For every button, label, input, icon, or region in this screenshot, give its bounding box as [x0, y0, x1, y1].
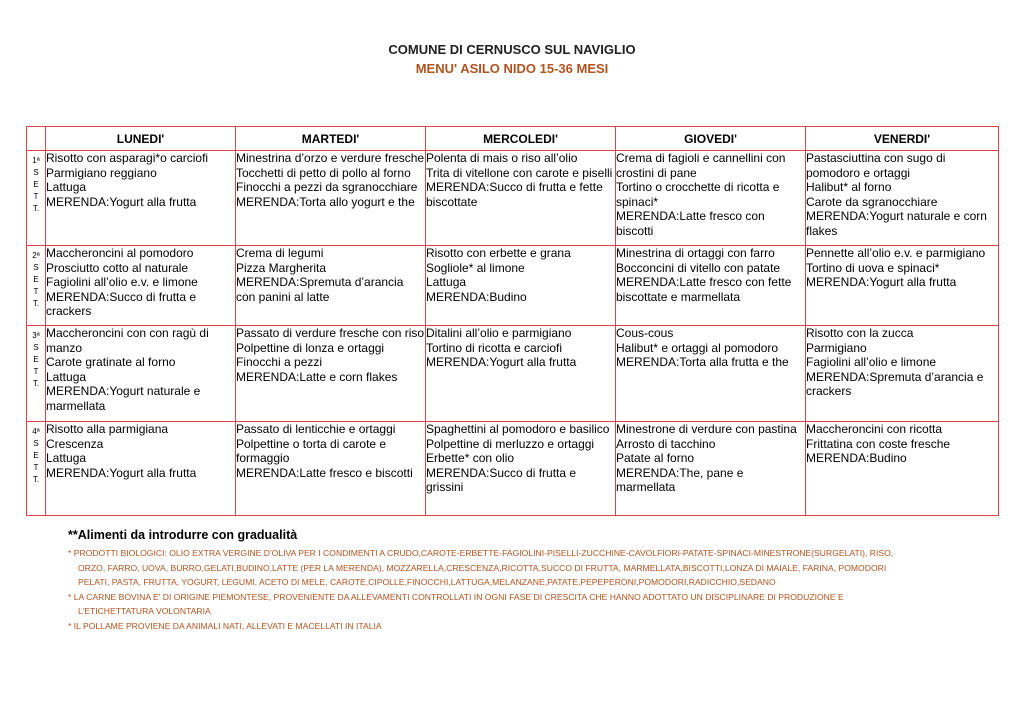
- header-row: [27, 127, 999, 151]
- dish-item: Tortino o crocchette di ricotta e spinaci*: [616, 180, 780, 209]
- dish-item: Passato di lenticchie e ortaggi: [236, 422, 396, 436]
- dish-item: Erbette* con olio: [426, 451, 515, 466]
- week-label: [27, 151, 46, 246]
- dish-item: Carote da sgranocchiare: [806, 194, 938, 209]
- menu-cell-tuesday: [236, 326, 426, 422]
- column-header-monday: LUNEDI': [46, 127, 236, 151]
- week-label-char: 2ª: [32, 251, 40, 260]
- dish-item: Ditalini all’olio e parmigiano: [426, 326, 572, 340]
- dish-item: MERENDA:Yogurt alla frutta: [46, 465, 197, 480]
- dish-item: MERENDA:Latte fresco con biscotti: [616, 209, 765, 238]
- dish-item: MERENDA:Yogurt naturale e corn flakes: [806, 209, 987, 238]
- menu-cell-friday: [806, 326, 999, 422]
- week-label-char: S: [33, 343, 39, 352]
- week-label-char: T: [33, 367, 39, 376]
- menu-cell-friday: [806, 151, 999, 246]
- note-line: PELATI, PASTA, FRUTTA, YOGURT, LEGUMI, ACETO DI MELE, CAROTE,CIPOLLE,FINOCCHI,LATTUGA,MELANZANE,PATATE,PEPEPERONI,POMODORI,RADICCHIO,SEDANO: [78, 577, 776, 588]
- dish-item: Fagiolini all’olio e.v. e limone: [46, 275, 198, 290]
- dish-item: Fagiolini all’olio e limone: [806, 355, 937, 370]
- dish-item: Arrosto di tacchino: [616, 436, 716, 451]
- week-label-char: E: [33, 275, 39, 284]
- dish-item: Patate al forno: [616, 451, 695, 466]
- dish-item: MERENDA:Yogurt alla frutta: [46, 194, 197, 209]
- week-label: [27, 246, 46, 326]
- week-label: [27, 422, 46, 516]
- dish-item: Polpettine di lonza e ortaggi: [236, 340, 385, 355]
- menu-table: [26, 126, 999, 516]
- notes-section: [68, 528, 968, 634]
- dish-item: Parmigiano: [806, 340, 867, 355]
- dish-item: Polpettine di merluzzo e ortaggi: [426, 436, 595, 451]
- notes-lines: [68, 546, 968, 634]
- dish-item: MERENDA:Torta allo yogurt e the: [236, 194, 415, 209]
- week-label-char: 4ª: [32, 427, 40, 436]
- menu-cell-monday: [46, 422, 236, 516]
- dish-item: Tocchetti di petto di pollo al forno: [236, 165, 411, 180]
- column-header-wednesday: MERCOLEDI': [426, 127, 616, 151]
- week-label-char: S: [33, 439, 39, 448]
- note-line: ORZO, FARRO, UOVA, BURRO,GELATI,BUDINO,LATTE (PER LA MERENDA), MOZZARELLA,CRESCENZA,RICOTTA,SUCCO DI FRUTTA, MARMELLATA,BISCOTTI,LONZA DI MAIALE, FARINA, POMODORI: [78, 562, 887, 573]
- week-label-char: T.: [32, 204, 40, 213]
- dish-item: MERENDA:The, pane e marmellata: [616, 465, 744, 495]
- dish-item: Finocchi a pezzi: [236, 355, 323, 370]
- week-label-char: T: [33, 287, 39, 296]
- corner-cell: [27, 127, 46, 151]
- dish-item: Crema di fagioli e cannellini con crostini di pane: [616, 151, 786, 180]
- week-row: [27, 246, 999, 326]
- menu-cell-tuesday: [236, 422, 426, 516]
- dish-item: MERENDA:Torta alla frutta e the: [616, 355, 789, 370]
- dish-item: Maccheroncini al pomodoro: [46, 246, 194, 260]
- document-subtitle: MENU' ASILO NIDO 15-36 MESI: [415, 61, 609, 76]
- dish-item: Lattuga: [46, 369, 87, 384]
- dish-item: MERENDA:Yogurt alla frutta: [806, 275, 957, 290]
- week-label-char: E: [33, 451, 39, 460]
- dish-item: Passato di verdure fresche con riso: [236, 326, 425, 340]
- dish-item: MERENDA:Succo di frutta e fette biscottate: [426, 180, 603, 209]
- dish-item: Pizza Margherita: [236, 260, 327, 275]
- note-line: * PRODOTTI BIOLOGICI: OLIO EXTRA VERGINE D'OLIVA PER I CONDIMENTI A CRUDO,CAROTE-ERBETTE-FAGIOLINI-PISELLI-ZUCCHINE-CAVOLFIORI-PATATE-SPINACI-MINESTRONE(SURGELATI), RISO,: [68, 548, 894, 558]
- menu-cell-thursday: [616, 246, 806, 326]
- dish-item: MERENDA:Budino: [426, 289, 527, 304]
- week-label: [27, 326, 46, 422]
- dish-item: Lattuga: [46, 451, 87, 466]
- menu-cell-monday: [46, 151, 236, 246]
- dish-item: Finocchi a pezzi da sgranocchiare: [236, 180, 418, 195]
- week-label-char: T: [33, 463, 39, 472]
- week-label-char: 1ª: [32, 156, 40, 165]
- dish-item: Halibut* al forno: [806, 180, 892, 195]
- week-label-char: T: [33, 192, 39, 201]
- dish-item: Risotto alla parmigiana: [46, 422, 169, 436]
- menu-cell-friday: [806, 246, 999, 326]
- week-label-char: 3ª: [32, 331, 40, 340]
- dish-item: Crescenza: [46, 436, 104, 451]
- dish-item: Risotto con asparagi*o carciofi: [46, 151, 209, 165]
- week-row: [27, 151, 999, 246]
- dish-item: MERENDA:Spremuta d’arancia con panini al latte: [236, 275, 404, 304]
- dish-item: Polenta di mais o riso all’olio: [426, 151, 578, 165]
- dish-item: Lattuga: [426, 275, 467, 290]
- menu-cell-wednesday: [426, 151, 616, 246]
- dish-item: MERENDA:Succo di frutta e crackers: [46, 289, 197, 319]
- week-row: [27, 422, 999, 516]
- dish-item: MERENDA:Spremuta d’arancia e crackers: [806, 369, 984, 399]
- dish-item: MERENDA:Latte e corn flakes: [236, 369, 398, 384]
- dish-item: MERENDA:Yogurt naturale e marmellata: [46, 384, 201, 413]
- dish-item: Tortino di ricotta e carciofi: [426, 340, 563, 355]
- menu-cell-wednesday: [426, 422, 616, 516]
- dish-item: Cous-cous: [616, 326, 674, 340]
- dish-item: MERENDA:Budino: [806, 451, 907, 466]
- column-header-friday: VENERDI': [806, 127, 999, 151]
- dish-item: Minestrina d’orzo e verdure fresche: [236, 151, 425, 165]
- dish-item: Prosciutto cotto al naturale: [46, 260, 189, 275]
- menu-cell-monday: [46, 246, 236, 326]
- dish-item: Pastasciuttina con sugo di pomodoro e ortaggi: [806, 151, 946, 180]
- column-header-thursday: GIOVEDI': [616, 127, 806, 151]
- dish-item: Minestrina di ortaggi con farro: [616, 246, 775, 260]
- week-label-char: E: [33, 355, 39, 364]
- menu-cell-thursday: [616, 422, 806, 516]
- dish-item: Polpettine o torta di carote e formaggio: [236, 436, 387, 466]
- dish-item: Minestrone di verdure con pastina: [616, 422, 797, 436]
- week-row: [27, 326, 999, 422]
- dish-item: Maccheroncini con ricotta: [806, 422, 943, 436]
- dish-item: MERENDA:Succo di frutta e grissini: [426, 465, 577, 495]
- menu-cell-thursday: [616, 151, 806, 246]
- dish-item: Tortino di uova e spinaci*: [806, 260, 940, 275]
- week-label-char: S: [33, 263, 39, 272]
- document-title: COMUNE DI CERNUSCO SUL NAVIGLIO: [388, 42, 636, 57]
- column-header-tuesday: MARTEDI': [236, 127, 426, 151]
- week-label-char: E: [33, 180, 39, 189]
- menu-cell-monday: [46, 326, 236, 422]
- week-label-char: T.: [32, 299, 40, 308]
- dish-item: Lattuga: [46, 180, 87, 195]
- week-label-char: T.: [32, 475, 40, 484]
- note-line: * IL POLLAME PROVIENE DA ANIMALI NATI, ALLEVATI E MACELLATI IN ITALIA: [68, 620, 382, 631]
- week-label-char: T.: [32, 379, 40, 388]
- menu-cell-tuesday: [236, 151, 426, 246]
- dish-item: Frittatina con coste fresche: [806, 436, 951, 451]
- menu-cell-thursday: [616, 326, 806, 422]
- note-line: * LA CARNE BOVINA E' DI ORIGINE PIEMONTESE, PROVENIENTE DA ALLEVAMENTI CONTROLLATI IN OGNI FASE DI CRESCITA CHE HANNO ADOTTATO UN DISCIPLINARE DI PRODUZIONE E: [68, 591, 844, 602]
- dish-item: Maccheroncini con con ragù di manzo: [46, 326, 209, 355]
- dish-item: MERENDA:Latte fresco e biscotti: [236, 465, 413, 480]
- menu-cell-friday: [806, 422, 999, 516]
- dish-item: Spaghettini al pomodoro e basilico: [426, 422, 610, 436]
- week-label-char: S: [33, 168, 39, 177]
- dish-item: Parmigiano reggiano: [46, 165, 157, 180]
- dish-item: Bocconcini di vitello con patate: [616, 260, 781, 275]
- dish-item: Trita di vitellone con carote e piselli: [426, 165, 613, 180]
- menu-cell-wednesday: [426, 326, 616, 422]
- dish-item: Crema di legumi: [236, 246, 324, 260]
- menu-cell-wednesday: [426, 246, 616, 326]
- dish-item: Pennette all’olio e.v. e parmigiano: [806, 246, 986, 260]
- dish-item: Sogliole* al limone: [426, 260, 525, 275]
- dish-item: MERENDA:Yogurt alla frutta: [426, 355, 577, 370]
- menu-cell-tuesday: [236, 246, 426, 326]
- note-line: L’ETICHETTATURA VOLONTARIA: [78, 606, 211, 617]
- dish-item: Risotto con erbette e grana: [426, 246, 571, 260]
- dish-item: MERENDA:Latte fresco con fette biscottate e marmellata: [616, 275, 792, 304]
- dish-item: Halibut* e ortaggi al pomodoro: [616, 340, 779, 355]
- dish-item: Carote gratinate al forno: [46, 355, 176, 370]
- dish-item: Risotto con la zucca: [806, 326, 914, 340]
- notes-title: **Alimenti da introdurre con gradualità: [68, 528, 298, 542]
